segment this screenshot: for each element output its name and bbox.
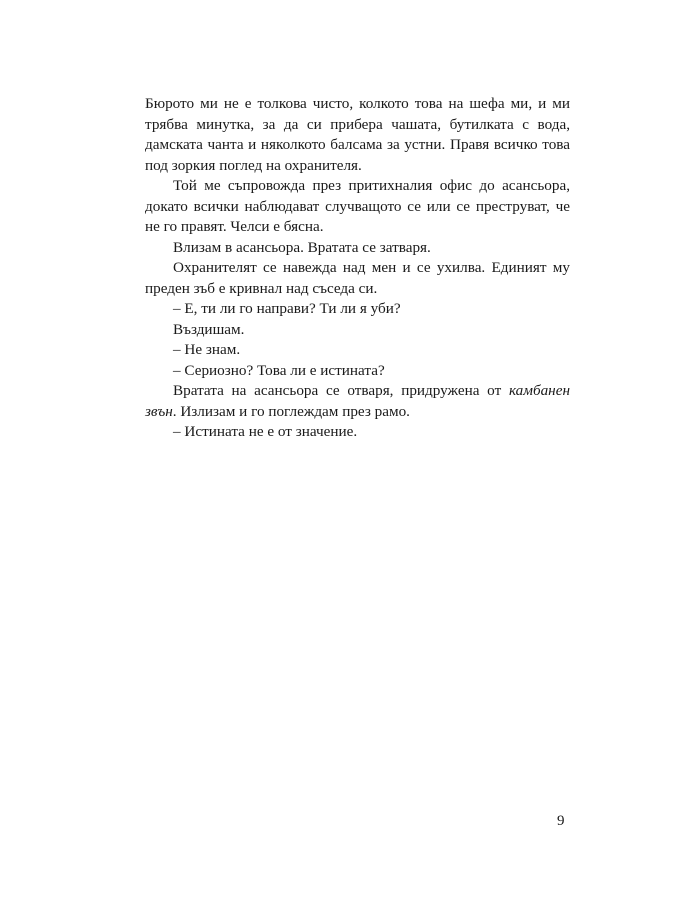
paragraph-9-end: . Излизам и го поглеждам през рамо. [172, 402, 410, 420]
paragraph-2: Той ме съпровожда през притихналия офис до асансьора, докато всички наблюдават случващото се или се преструват, че не го правят. Челси е бясна. [145, 177, 570, 235]
paragraph-3: Влизам в асансьора. Вратата се затваря. [173, 238, 431, 256]
paragraph-4: Охранителят се навежда над мен и се ухилва. Единият му преден зъб е кривнал над съседа си. [145, 259, 570, 297]
page-text [145, 94, 570, 443]
paragraph-9-italic: камбанен звън [145, 382, 570, 420]
paragraph-9 [145, 381, 570, 422]
dialogue-line-4: – Истината не е от значение. [173, 423, 358, 440]
dialogue-line-2: – Не знам. [173, 341, 241, 358]
paragraph-6: Въздишам. [173, 320, 245, 338]
dialogue-line-1: – Е, ти ли го направи? Ти ли я уби? [173, 300, 401, 317]
paragraph-1: Бюрото ми не е толкова чисто, колкото това на шефа ми, и ми трябва минутка, за да си прибера чашата, бутилката с вода, дамската чанта и няколкото балсама за устни. Правя всичко това под зоркия поглед на охранителя. [145, 95, 570, 174]
paragraph-9-start: Вратата на асансьора се отваря, придружена от [173, 382, 509, 399]
page-number: 9 [557, 813, 565, 829]
dialogue-line-3: – Сериозно? Това ли е истината? [173, 361, 385, 379]
